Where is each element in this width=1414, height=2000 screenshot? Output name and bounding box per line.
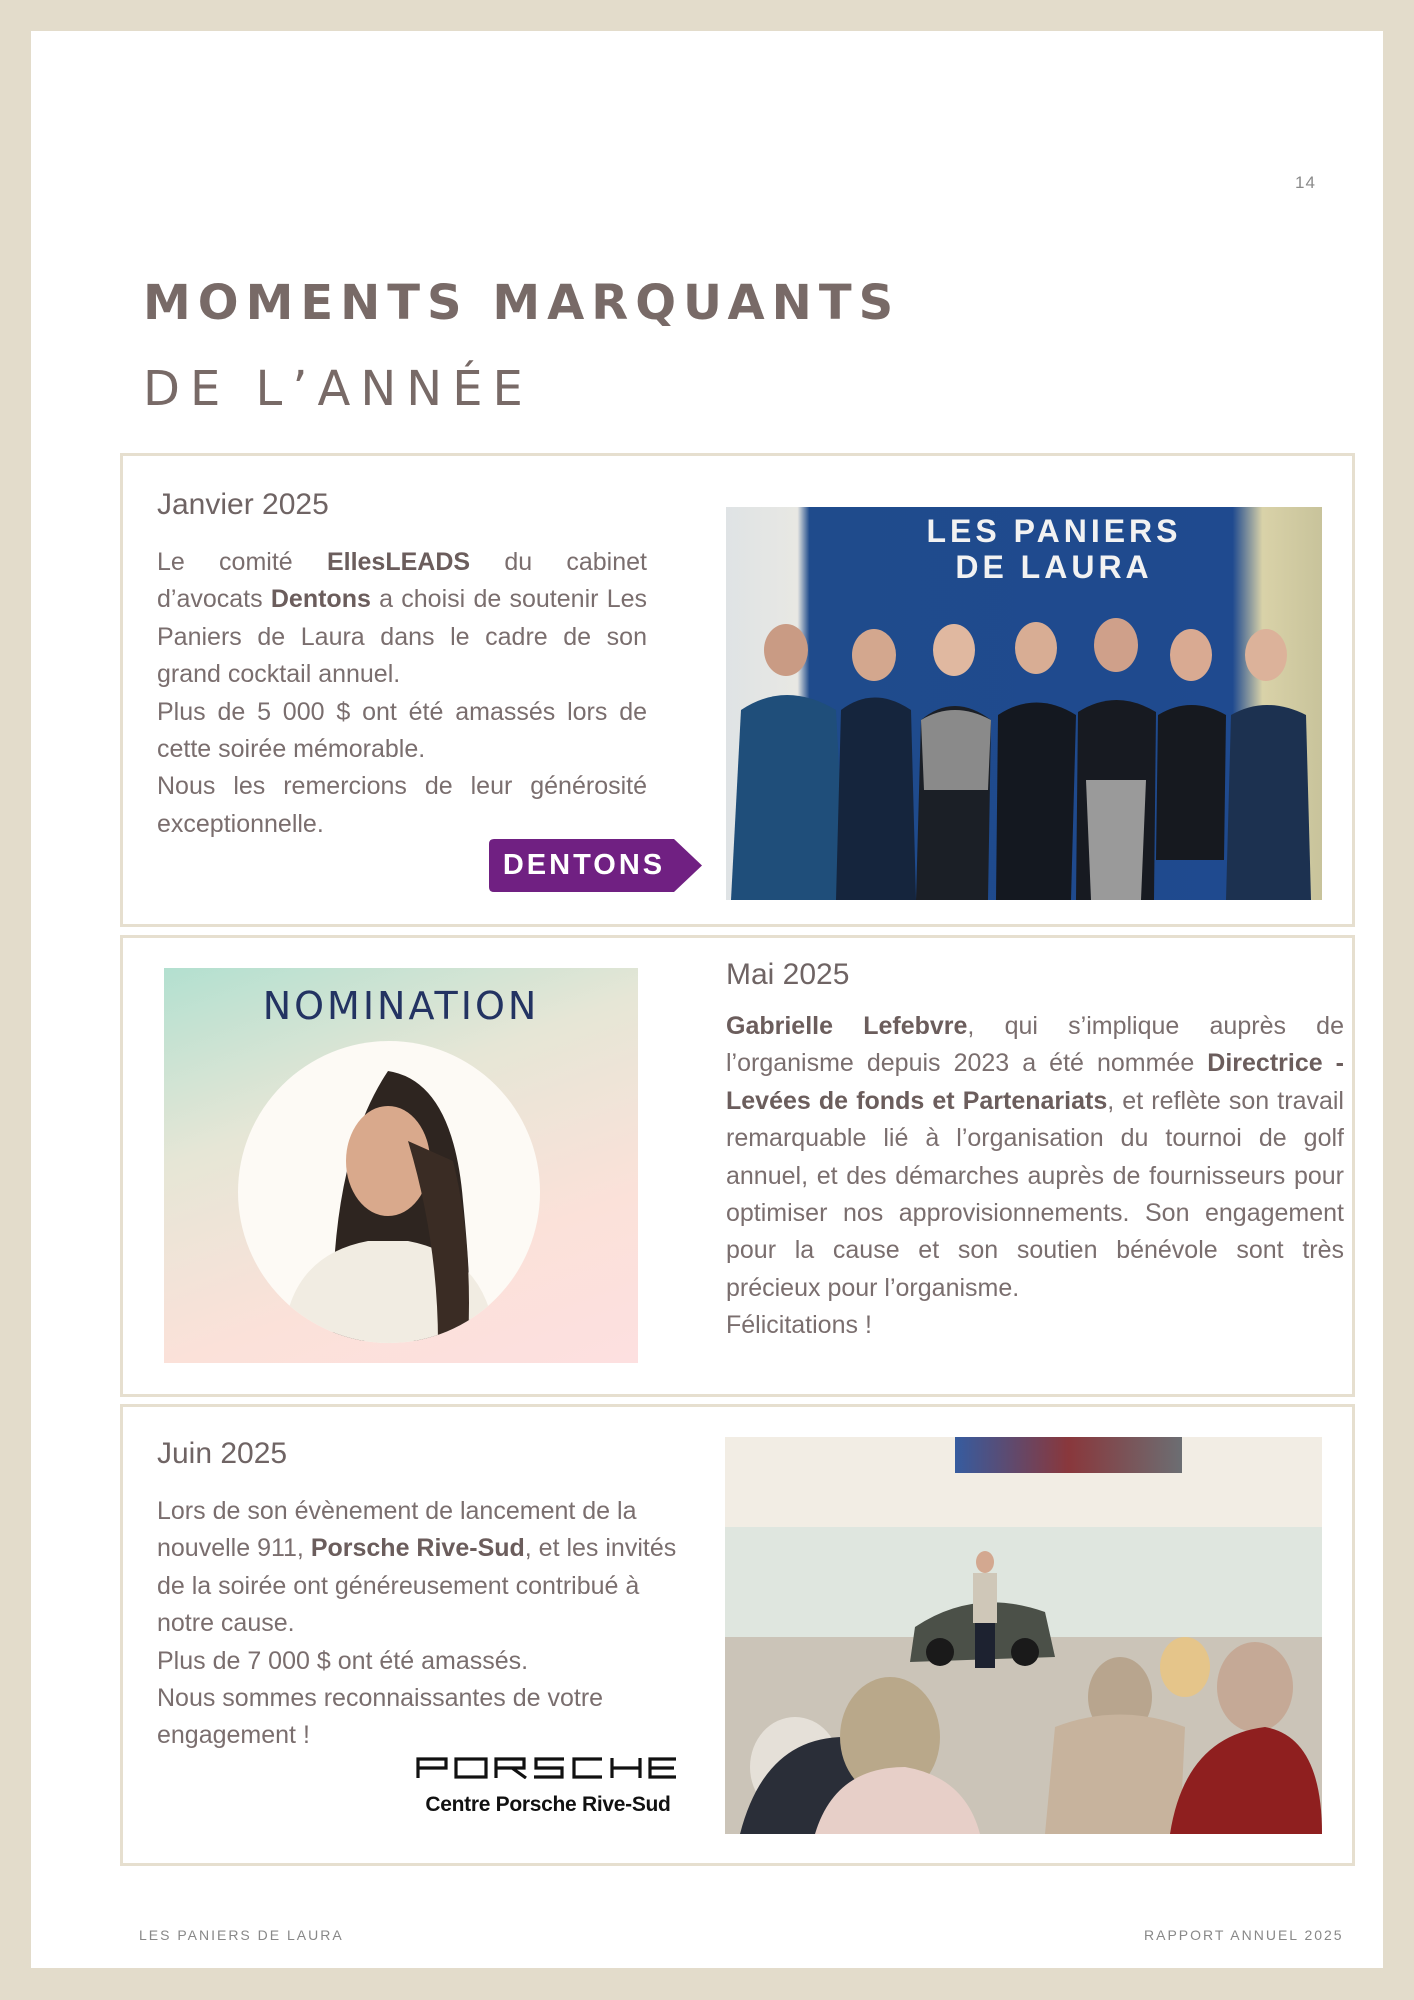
paragraph bbox=[726, 1008, 1344, 1307]
paragraph bbox=[157, 1680, 697, 1755]
highlight-card-june bbox=[120, 1404, 1355, 1866]
group-photo bbox=[726, 507, 1322, 900]
body-text: Nous sommes reconnaissantes de votre engagement ! bbox=[157, 1684, 604, 1750]
people-illustration bbox=[726, 600, 1322, 900]
body-text: a choisi de soutenir Les Paniers de Laura dans le cadre de son grand cocktail annuel. bbox=[157, 585, 648, 689]
porsche-centre-name: Centre Porsche Rive-Sud bbox=[425, 1793, 671, 1816]
emphasis-text: Directrice - Levées de fonds et Partenariats bbox=[726, 1049, 1344, 1115]
nomination-image bbox=[164, 968, 638, 1363]
highlight-date: Juin 2025 bbox=[157, 1437, 288, 1470]
body-text: Nous les remercions de leur générosité exceptionnelle. bbox=[157, 772, 647, 838]
emphasis-text: Gabrielle Lefebvre bbox=[726, 1012, 968, 1040]
highlight-description bbox=[157, 1493, 697, 1755]
showroom-illustration bbox=[725, 1437, 1322, 1834]
paragraph bbox=[157, 1643, 697, 1680]
body-text: du cabinet d’avocats bbox=[157, 548, 647, 614]
paragraph bbox=[157, 1493, 697, 1643]
highlight-card-january bbox=[120, 453, 1355, 927]
highlight-date: Mai 2025 bbox=[726, 958, 850, 991]
report-page bbox=[31, 31, 1383, 1968]
nomination-label: NOMINATION bbox=[262, 984, 540, 1028]
porsche-wordmark-icon bbox=[416, 1757, 678, 1779]
page-title: MOMENTS MARQUANTS bbox=[143, 275, 901, 331]
paragraph bbox=[726, 1307, 1344, 1344]
page-number: 14 bbox=[1295, 173, 1316, 192]
body-text: , et les invités de la soirée ont généreusement contribué à notre cause. bbox=[157, 1534, 677, 1638]
body-text: Félicitations ! bbox=[726, 1311, 872, 1340]
emphasis-text: Porsche Rive-Sud bbox=[310, 1534, 525, 1563]
highlight-date: Janvier 2025 bbox=[157, 488, 329, 521]
body-text: Plus de 7 000 $ ont été amassés. bbox=[157, 1646, 529, 1675]
banner-text bbox=[726, 513, 1322, 585]
footer-report-title: RAPPORT ANNUEL 2025 bbox=[1144, 1927, 1344, 1943]
showroom-photo bbox=[725, 1437, 1322, 1834]
highlight-card-may bbox=[120, 935, 1355, 1397]
body-text: Plus de 5 000 $ ont été amassés lors de cette soirée mémorable. bbox=[157, 697, 647, 764]
dentons-logo bbox=[489, 839, 703, 892]
page-subtitle: DE L’ANNÉE bbox=[143, 361, 533, 417]
highlight-description bbox=[726, 1008, 1344, 1345]
portrait-illustration bbox=[238, 1041, 540, 1343]
highlight-description bbox=[157, 544, 647, 843]
dentons-logo-label: DENTONS bbox=[502, 849, 666, 881]
banner-line-2: DE LAURA bbox=[955, 549, 1153, 585]
emphasis-text: Dentons bbox=[270, 585, 371, 614]
banner-line-1: LES PANIERS bbox=[926, 513, 1182, 549]
paragraph bbox=[157, 768, 647, 843]
portrait-photo bbox=[238, 1041, 540, 1343]
paragraph bbox=[157, 694, 647, 769]
body-text: , qui s’implique auprès de l’organisme depuis 2023 a été nommée bbox=[726, 1012, 1344, 1078]
body-text: Le comité bbox=[157, 548, 327, 576]
body-text: Lors de son évènement de lancement de la nouvelle 911, bbox=[157, 1497, 637, 1563]
footer-organization: LES PANIERS DE LAURA bbox=[139, 1927, 344, 1943]
emphasis-text: EllesLEADS bbox=[326, 548, 471, 576]
body-text: , et reflète son travail remarquable lié à l’organisation du tournoi de golf annuel, et des démarches auprès de fournisseurs pour optimiser nos approvisionnements. Son engagement pour la cause et son soutien bénévole sont très précieux pour l’organisme. bbox=[726, 1086, 1344, 1302]
paragraph bbox=[157, 544, 647, 694]
